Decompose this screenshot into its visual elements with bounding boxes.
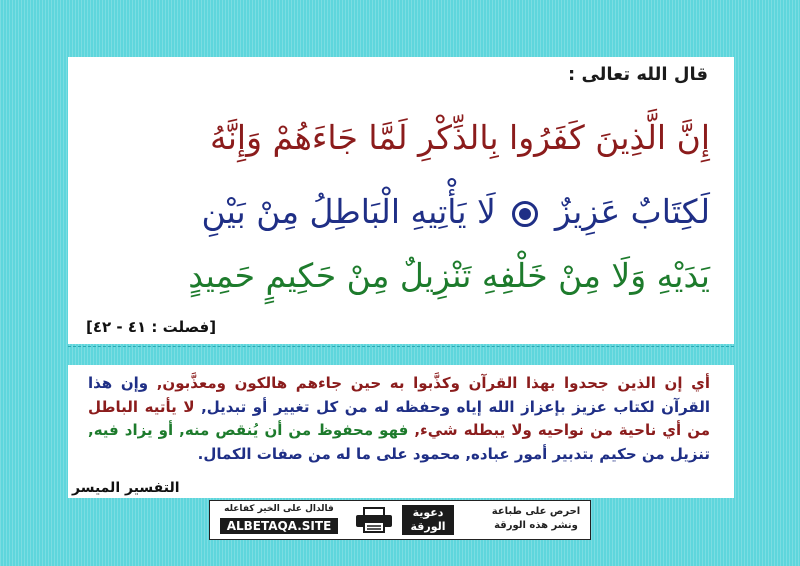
logo-line-1: دعوية (412, 506, 444, 519)
tafsir-part-2: وإن هذا القرآن لكتاب عزيز بإعزاز الله إياه وحفظه له من كل تغيير أو تبديل, (88, 374, 710, 416)
footer-call-to-action (488, 505, 584, 533)
verse-line-2-start: لَكِتَابٌ عَزِيزٌ (554, 192, 710, 231)
verse-line-3: يَدَيْهِ وَلَا مِنْ خَلْفِهِ تَنْزِيلٌ مِنْ حَكِيمٍ حَمِيدٍ (188, 256, 710, 295)
intro-text: قال الله تعالى : (567, 64, 708, 85)
verse-line-1: إِنَّ الَّذِينَ كَفَرُوا بِالذِّكْرِ لَمَّا جَاءَهُمْ وَإِنَّهُ (210, 118, 710, 157)
tafsir-part-5: تنزيل من حكيم بتدبير أمور عباده, محمود على ما له من صفات الكمال. (197, 444, 710, 463)
footer-cta-line-2: ونشر هذه الورقة (494, 520, 578, 531)
logo-line-2: الورقة (410, 520, 446, 533)
footer-logo-area (350, 503, 456, 537)
tafsir-part-3: لا يأتيه الباطل من أي ناحية من نواحيه ولا يبطله شيء, (88, 397, 710, 439)
footer-website (214, 504, 344, 536)
verse-line-2 (201, 192, 710, 231)
tafsir-part-4: فهو محفوظ من أن يُنقص منه, أو يزاد فيه, (88, 421, 409, 439)
footer-cta-line-1: احرص على طباعة (491, 506, 581, 517)
website-link[interactable]: ALBETAQA.SITE (220, 518, 338, 534)
verse-line-2-end: لَا يَأْتِيهِ الْبَاطِلُ مِنْ بَيْنِ (201, 192, 496, 231)
printer-icon (354, 507, 394, 533)
brand-logo (402, 505, 454, 535)
footer-banner (209, 500, 591, 540)
tafsir-part-1: أي إن الذين جحدوا بهذا القرآن وكذَّبوا به حين جاءهم هالكون ومعذَّبون, (148, 374, 710, 392)
tafsir-source: التفسير الميسر (72, 480, 180, 496)
panel-separator (68, 346, 734, 348)
surah-reference: [فصلت : ٤١ - ٤٢] (86, 318, 217, 336)
tafsir-text (88, 372, 710, 466)
footer-hadith: فالدال على الخير كفاعله (224, 504, 334, 514)
ayah-end-marker-icon (512, 201, 538, 227)
